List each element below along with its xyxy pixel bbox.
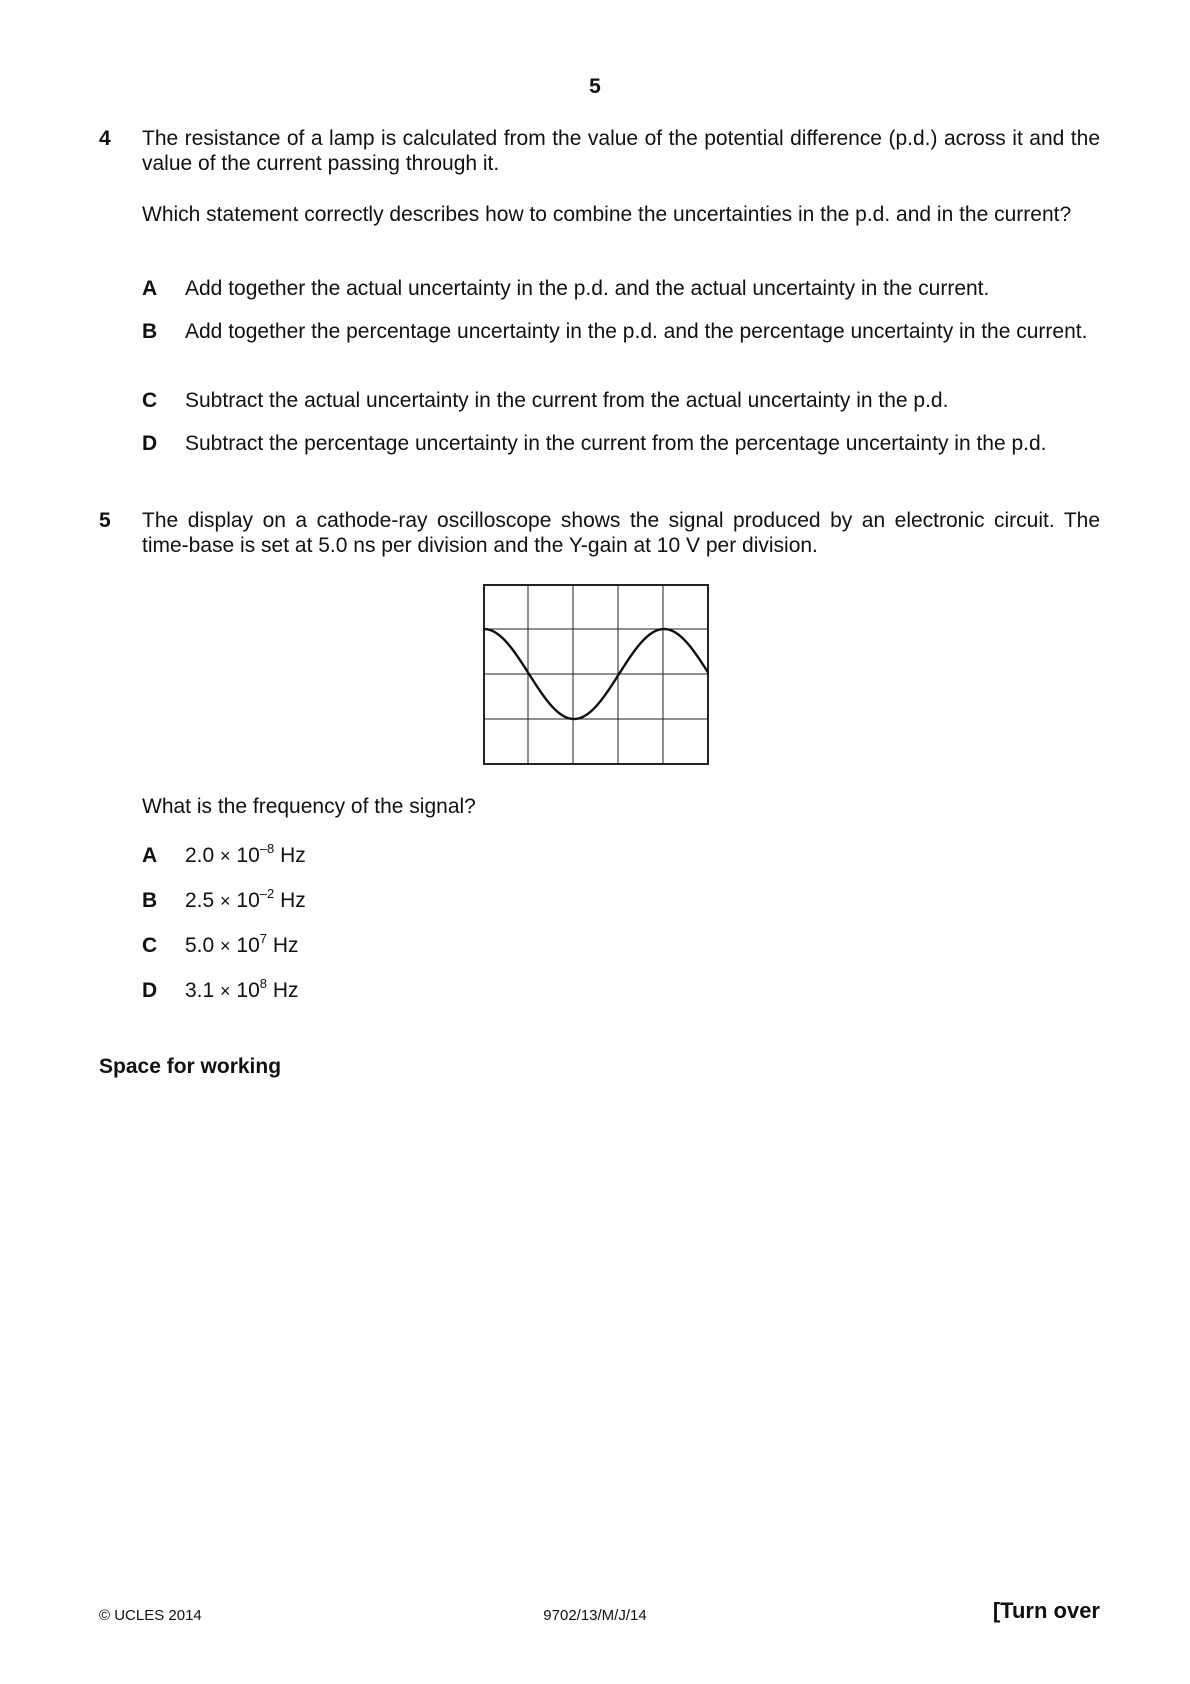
footer-paper-code: 9702/13/M/J/14 — [543, 1607, 647, 1624]
q4-option-a-text: Add together the actual uncertainty in the p.d. and the actual uncertainty in the current. — [185, 277, 990, 300]
q5-option-c-mantissa: 5.0 — [185, 934, 215, 957]
q4-option-b-text: Add together the percentage uncertainty in the p.d. and the percentage uncertainty in the current. — [185, 320, 1088, 343]
q5-option-a — [142, 843, 542, 870]
oscilloscope-display — [483, 584, 709, 765]
q5-option-b-letter: B — [142, 889, 158, 912]
q5-option-a-unit: Hz — [280, 844, 306, 867]
q5-option-d-unit: Hz — [272, 979, 299, 1002]
times-sign: × — [220, 981, 231, 1001]
question-5-prompt: What is the frequency of the signal? — [142, 795, 476, 818]
page-number: 5 — [589, 75, 601, 98]
q5-option-b-exponent: –2 — [259, 886, 275, 901]
oscilloscope-grid — [484, 585, 708, 764]
q5-option-c-exponent: 7 — [259, 931, 267, 946]
q5-option-b — [142, 888, 542, 915]
q5-option-d-letter: D — [142, 979, 158, 1002]
question-4-number: 4 — [99, 127, 111, 150]
q5-option-b-base: 10 — [236, 889, 260, 912]
footer-turn-over: [Turn over — [992, 1598, 1100, 1623]
q5-option-b-mantissa: 2.5 — [185, 889, 215, 912]
q4-option-a-letter: A — [142, 277, 158, 300]
q5-option-a-base: 10 — [236, 844, 260, 867]
q4-option-d-text: Subtract the percentage uncertainty in the current from the percentage uncertainty in the p.d. — [185, 432, 1047, 455]
q5-option-d — [142, 978, 542, 1005]
q5-option-c-base: 10 — [236, 934, 260, 957]
footer-copyright: © UCLES 2014 — [99, 1607, 202, 1624]
q4-option-b-letter: B — [142, 320, 158, 343]
times-sign: × — [220, 936, 231, 956]
question-5-stem: The display on a cathode-ray oscilloscope shows the signal produced by an electronic circuit. The time-base is set at 5.0 ns per division and the Y-gain at 10 V per division. — [142, 509, 1100, 557]
times-sign: × — [220, 891, 231, 911]
question-5-number: 5 — [99, 509, 111, 532]
times-sign: × — [220, 846, 231, 866]
q5-option-a-exponent: –8 — [259, 841, 275, 856]
q5-option-b-unit: Hz — [280, 889, 306, 912]
space-for-working-label: Space for working — [99, 1055, 282, 1078]
question-4-prompt: Which statement correctly describes how to combine the uncertainties in the p.d. and in the current? — [142, 203, 1072, 226]
q4-option-c-text: Subtract the actual uncertainty in the current from the actual uncertainty in the p.d. — [185, 389, 949, 412]
q5-option-c — [142, 933, 542, 960]
q4-option-c-letter: C — [142, 389, 158, 412]
q5-option-a-mantissa: 2.0 — [185, 844, 215, 867]
question-4-stem: The resistance of a lamp is calculated from the value of the potential difference (p.d.) across it and the value of the current passing through it. — [142, 127, 1100, 175]
q5-option-d-exponent: 8 — [259, 976, 267, 991]
q4-option-d-letter: D — [142, 432, 158, 455]
q5-option-d-mantissa: 3.1 — [185, 979, 215, 1002]
q5-option-a-letter: A — [142, 844, 158, 867]
q5-option-c-unit: Hz — [272, 934, 299, 957]
q5-option-c-letter: C — [142, 934, 158, 957]
q5-option-d-base: 10 — [236, 979, 260, 1002]
